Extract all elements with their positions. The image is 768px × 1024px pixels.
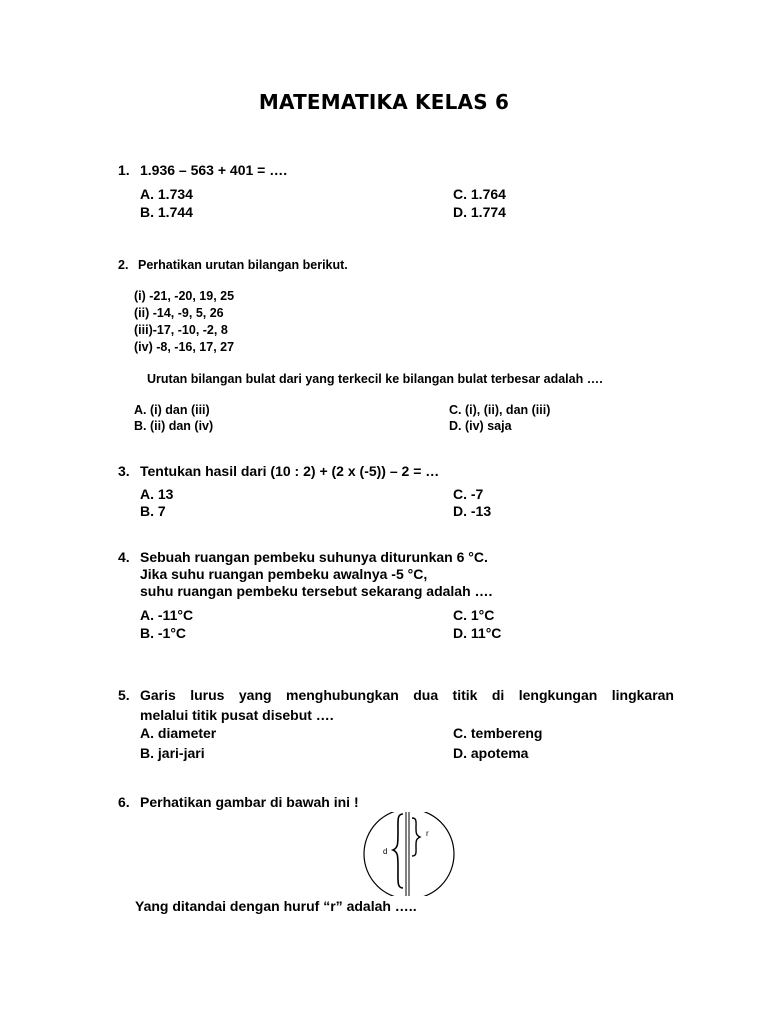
q2-list-item-1: (i) -21, -20, 19, 25	[134, 289, 235, 303]
q5-line-2: melalui titik pusat disebut ….	[140, 707, 334, 723]
label-r: r	[426, 829, 429, 838]
q3-option-c[interactable]: C. -7	[453, 486, 484, 502]
q1-number: 1.	[118, 162, 130, 178]
q6-prompt: Yang ditandai dengan huruf “r” adalah …..	[135, 898, 417, 914]
q6-number: 6.	[118, 794, 130, 810]
q4-option-c[interactable]: C. 1°C	[453, 607, 495, 623]
q5-option-d[interactable]: D. apotema	[453, 745, 529, 761]
q5-option-a[interactable]: A. diameter	[140, 725, 217, 741]
q1-option-b[interactable]: B. 1.744	[140, 204, 193, 220]
q1-option-d[interactable]: D. 1.774	[453, 204, 506, 220]
label-d: d	[383, 847, 388, 856]
q5-option-b[interactable]: B. jari-jari	[140, 745, 205, 761]
q1-option-c[interactable]: C. 1.764	[453, 186, 506, 202]
q3-option-a[interactable]: A. 13	[140, 486, 174, 502]
q4-option-a[interactable]: A. -11°C	[140, 607, 194, 623]
r-brace-icon	[412, 818, 420, 856]
q2-list-item-2: (ii) -14, -9, 5, 26	[134, 306, 224, 320]
q2-option-c[interactable]: C. (i), (ii), dan (iii)	[449, 403, 551, 417]
q3-option-b[interactable]: B. 7	[140, 503, 166, 519]
q4-line-2: Jika suhu ruangan pembeku awalnya -5 °C,	[140, 566, 428, 582]
q3-number: 3.	[118, 463, 130, 479]
q2-option-b[interactable]: B. (ii) dan (iv)	[134, 419, 214, 433]
q1-option-a[interactable]: A. 1.734	[140, 186, 193, 202]
page-title: MATEMATIKA KELAS 6	[258, 90, 510, 114]
q4-option-b[interactable]: B. -1°C	[140, 625, 187, 641]
d-brace-icon	[393, 814, 403, 888]
q5-number: 5.	[118, 687, 130, 703]
q2-option-a[interactable]: A. (i) dan (iii)	[134, 403, 210, 417]
q5-line-1: Garis lurus yang menghubungkan dua titik di lengkungan lingkaran	[140, 687, 674, 703]
q4-line-3: suhu ruangan pembeku tersebut sekarang adalah ….	[140, 583, 493, 599]
q2-prompt: Urutan bilangan bulat dari yang terkecil ke bilangan bulat terbesar adalah ….	[147, 372, 603, 386]
q4-number: 4.	[118, 549, 130, 565]
q5-option-c[interactable]: C. tembereng	[453, 725, 543, 741]
q2-option-d[interactable]: D. (iv) saja	[449, 419, 512, 433]
q2-text: Perhatikan urutan bilangan berikut.	[138, 258, 348, 272]
circle-figure	[360, 812, 466, 896]
q3-text: Tentukan hasil dari (10 : 2) + (2 x (-5)) – 2 = …	[140, 463, 440, 479]
q2-list-item-3: (iii)-17, -10, -2, 8	[134, 323, 228, 337]
q1-text: 1.936 – 563 + 401 = ….	[140, 162, 288, 178]
q2-list-item-4: (iv) -8, -16, 17, 27	[134, 340, 235, 354]
q3-option-d[interactable]: D. -13	[453, 503, 492, 519]
q6-text: Perhatikan gambar di bawah ini !	[140, 794, 359, 810]
q4-option-d[interactable]: D. 11°C	[453, 625, 502, 641]
q4-line-1: Sebuah ruangan pembeku suhunya diturunkan 6 °C.	[140, 549, 488, 565]
q2-number: 2.	[118, 258, 129, 272]
